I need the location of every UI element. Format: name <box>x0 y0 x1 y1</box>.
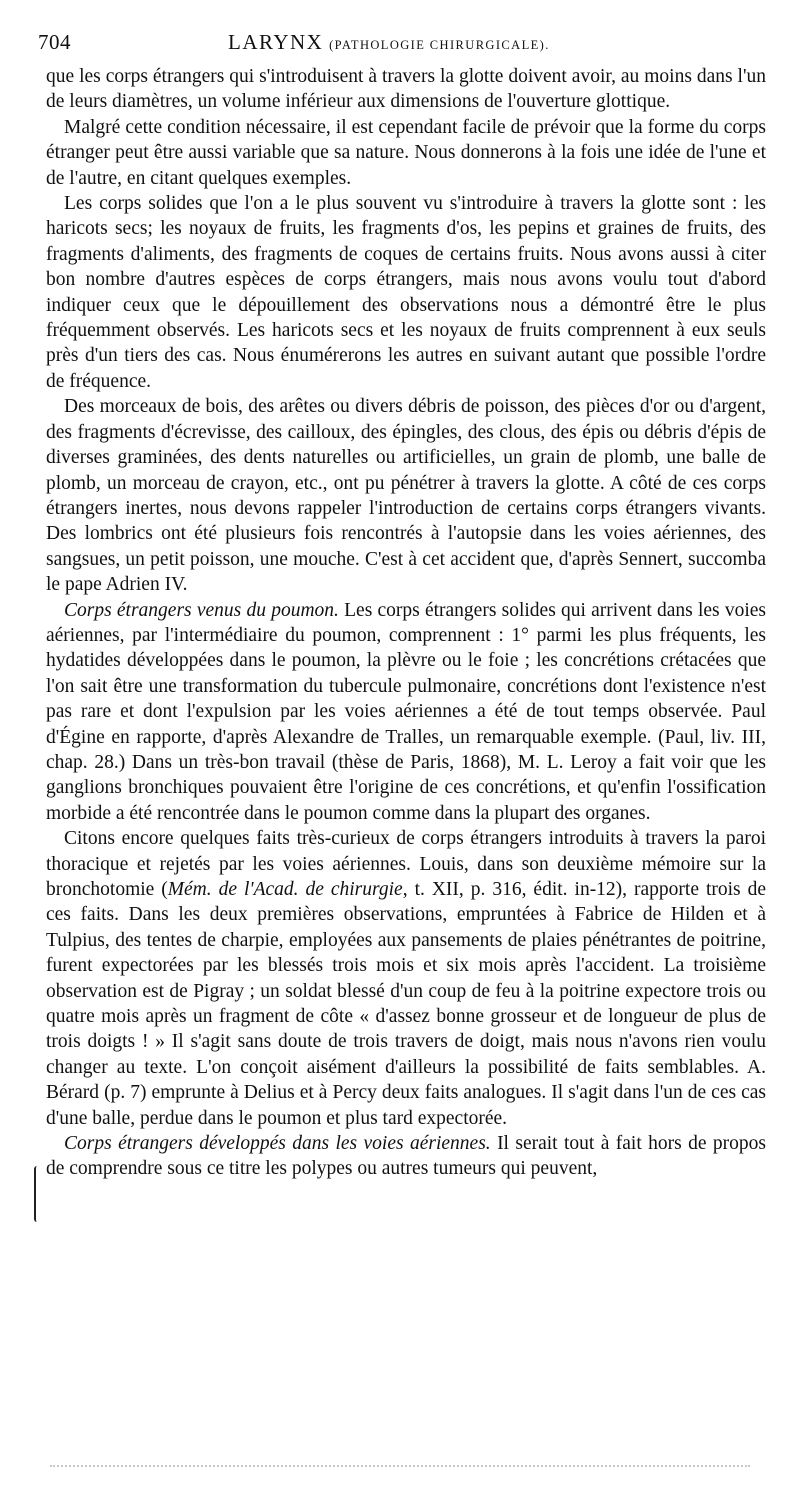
paragraph-text: que les corps étrangers qui s'introduisent à travers la glotte doivent avoir, au moins dans l'un de leurs diamètres, un volume inférieur aux dimensions de l'ouverture glottique. <box>46 66 766 113</box>
body-text <box>46 64 766 1182</box>
paragraph-text-before-citation: Citons encore quelques faits très-curieux de corps étrangers introduits à travers la paroi thoracique et rejetés par les voies aériennes. Louis, dans son deuxième mémoire sur la bronchotomie ( <box>46 828 766 900</box>
paragraph-text: Il serait tout à fait hors de propos de comprendre sous ce titre les polypes ou autres tumeurs qui peuvent, <box>46 1133 766 1180</box>
paragraph-5 <box>46 598 766 827</box>
scan-bleed-through <box>50 1465 750 1471</box>
page-number: 704 <box>38 30 71 54</box>
running-head-subtitle: (PATHOLOGIE CHIRURGICALE). <box>329 38 550 52</box>
margin-bracket-mark <box>34 1166 40 1222</box>
section-heading-italic: Corps étrangers venus du poumon. <box>64 599 339 621</box>
running-head-title: LARYNX <box>228 30 324 54</box>
paragraph-7 <box>46 1131 766 1182</box>
paragraph-text: , t. XII, p. 316, édit. in-12), rapporte trois de ces faits. Dans les deux premières observations, empruntées à Fabrice de Hilden et à Tulpius, des tentes de charpie, employées aux pansements de plaies pénétrantes de poitrine, furent expectorées par les blessés trois mois et six mois après l'accident. La troisième observation est de Pigray ; un soldat blessé d'un coup de feu à la poitrine expectore trois ou quatre mois après un fragment de côte « d'assez bonne grosseur et de longueur de plus de trois doigts ! » Il s'agit sans doute de trois travers de doigt, mais nous n'avons rien voulu changer au texte. L'on conçoit aisément d'ailleurs la possibilité de faits semblables. A. Bérard (p. 7) emprunte à Delius et à Percy deux faits analogues. Il s'agit dans l'un de ces cas d'une balle, perdue dans le poumon et plus tard expectorée. <box>46 879 767 1129</box>
paragraph-1 <box>46 64 766 115</box>
paragraph-text: Les corps solides que l'on a le plus souvent vu s'introduire à travers la glotte sont : les haricots secs; les noyaux de fruits, les fragments d'os, les pepins et graines de fruits, des fragments d'aliments, des fragments de coques de certains fruits. Nous avons aussi à citer bon nombre d'autres espèces de corps étrangers, mais nous avons voulu tout d'abord indiquer ceux que le dépouillement des observations nous a démontré être le plus fréquemment observés. Les haricots secs et les noyaux de fruits comprennent à eux seuls près d'un tiers des cas. Nous énumérerons les autres en suivant autant que possible l'ordre de fréquence. <box>46 193 766 392</box>
citation-italic: Mém. de l'Acad. de chirurgie <box>167 879 403 900</box>
paragraph-3 <box>46 191 766 394</box>
paragraph-4 <box>46 394 766 597</box>
paragraph-text: Malgré cette condition nécessaire, il est cependant facile de prévoir que la forme du corps étranger peut être aussi variable que sa nature. Nous donnerons à la fois une idée de l'une et de l'autre, en citant quelques exemples. <box>46 116 766 189</box>
paragraph-2 <box>46 115 766 191</box>
paragraph-6 <box>46 826 766 1131</box>
paragraph-text: Les corps étrangers solides qui arrivent dans les voies aériennes, par l'intermédiaire du poumon, comprennent : 1° parmi les plus fréquents, les hydatides développées dans le poumon, la plèvre ou le foie ; les concrétions crétacées que l'on sait être une transformation du tubercule pulmonaire, concrétions dont l'existence n'est pas rare et dont l'expulsion par les voies aériennes a été de tout temps observée. Paul d'Égine en rapporte, d'après Alexandre de Tralles, un remarquable exemple. (Paul, liv. III, chap. 28.) Dans un très-bon travail (thèse de Paris, 1868), M. L. Leroy a fait voir que les ganglions bronchiques pouvaient être l'origine de ces concrétions, et qu'enfin l'ossification morbide a été rencontrée dans le poumon comme dans la plupart des organes. <box>46 599 766 824</box>
running-head <box>228 30 550 55</box>
page-header <box>38 30 760 56</box>
section-heading-italic: Corps étrangers développés dans les voies aériennes. <box>64 1133 491 1155</box>
paragraph-text: Des morceaux de bois, des arêtes ou divers débris de poisson, des pièces d'or ou d'argent, des fragments d'écrevisse, des cailloux, des épingles, des clous, des épis ou débris d'épis de diverses graminées, des dents naturelles ou artificielles, un grain de plomb, une balle de plomb, un morceau de crayon, etc., ont pu pénétrer à travers la glotte. A côté de ces corps étrangers inertes, nous devons rappeler l'introduction de certains corps étrangers vivants. Des lombrics ont été plusieurs fois rencontrés à l'autopsie dans les voies aériennes, des sangsues, un petit poisson, une mouche. C'est à cet accident que, d'après Sennert, succomba le pape Adrien IV. <box>46 396 766 596</box>
